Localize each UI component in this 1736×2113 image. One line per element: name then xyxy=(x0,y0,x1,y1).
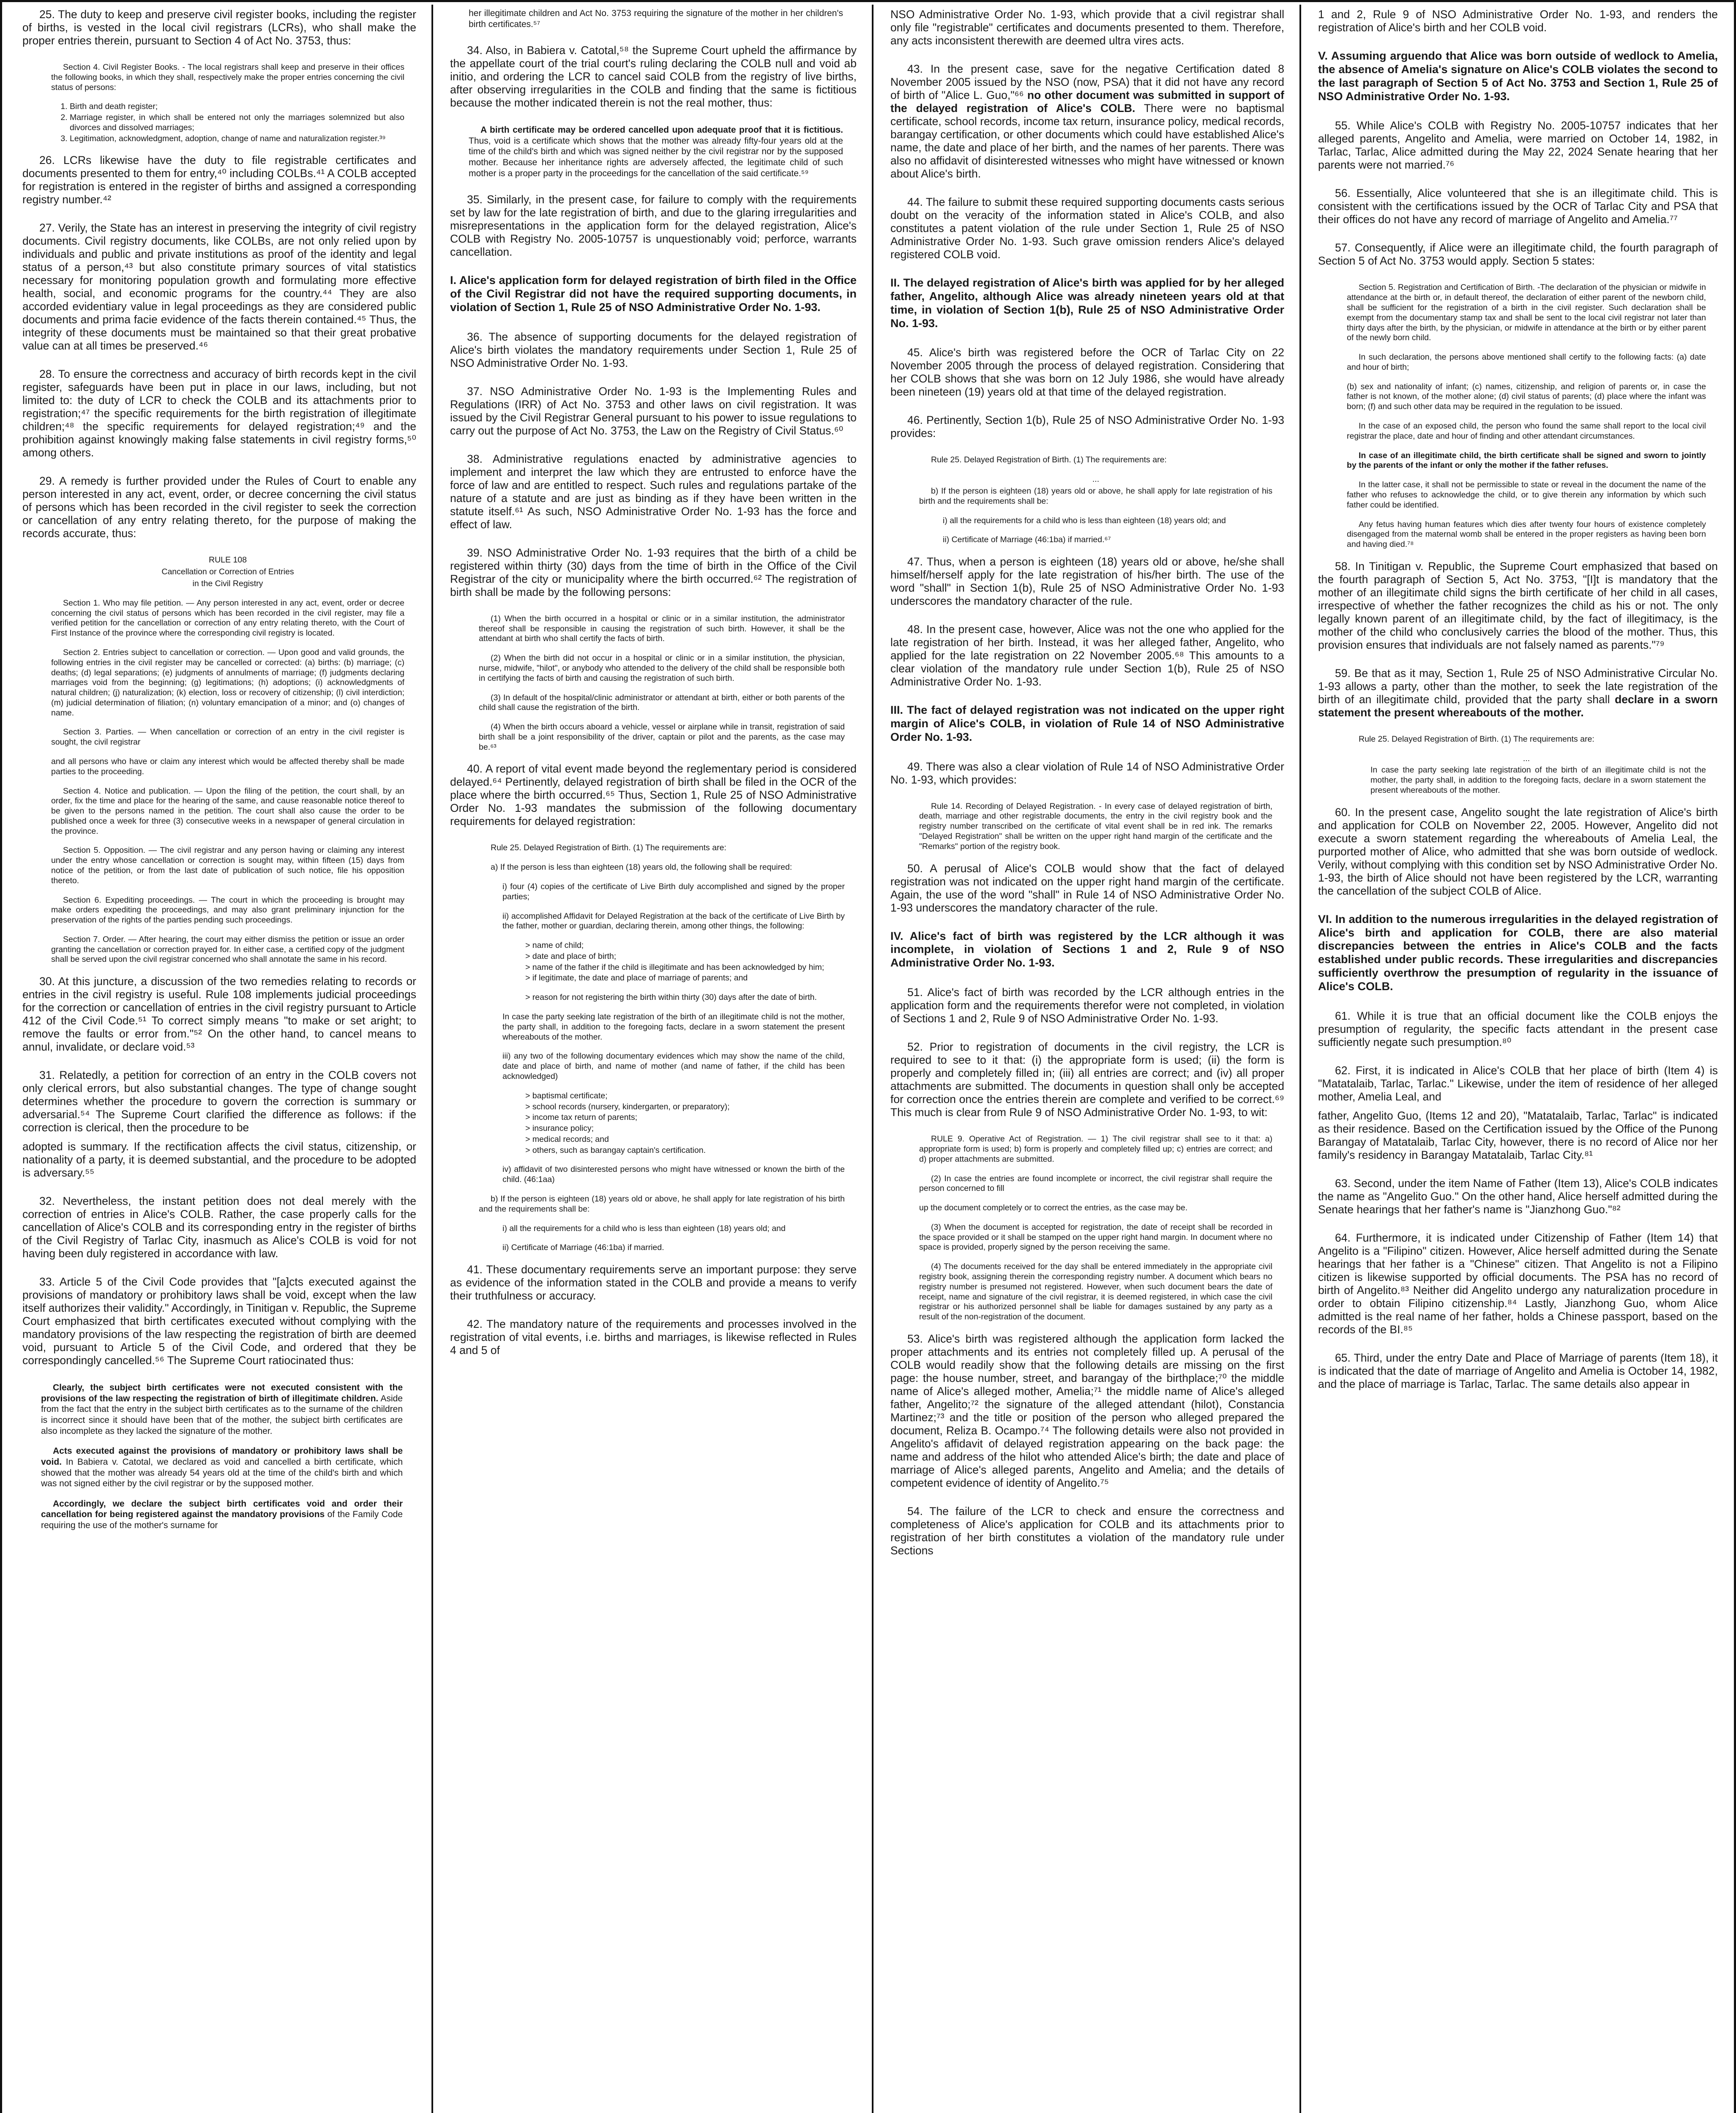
paragraph-65: 65. Third, under the entry Date and Place of Marriage of parents (Item 18), it is indicated that the date of marriage of Angelito and Amelia is October 14, 1982, and the place of marriage is Tarlac, Tarlac. The same details also appear in xyxy=(1318,1351,1718,1390)
bold-text: A birth certificate may be ordered cancelled upon adequate proof that it is fictitious. xyxy=(480,125,843,135)
paragraph-39: 39. NSO Administrative Order No. 1-93 requires that the birth of a child be registered within thirty (30) days from the time of birth in the Office of the Civil Registrar of the city or municipality where the birth occurred.⁶² The registration of birth shall be made by the following persons: xyxy=(450,546,857,598)
quote-text: (2) In case the entries are found incomplete or incorrect, the civil registrar shall require the person concerned to fill xyxy=(919,1174,1272,1193)
list-item: > medical records; and xyxy=(525,1134,609,1144)
paragraph-54-continued: 1 and 2, Rule 9 of NSO Administrative Order No. 1-93, and renders the registration of Alice's birth and her COLB void. xyxy=(1318,8,1718,34)
paragraph-47: 47. Thus, when a person is eighteen (18) years old or above, he/she shall himself/herself apply for the late registration of his/her birth. The use of the word "shall" in Section 1(b), Rule 25 of NSO Administrative Order No. 1-93 underscores the mandatory character of the rule. xyxy=(890,555,1284,608)
list-item: > name of child; xyxy=(525,941,584,950)
quote-text: In the latter case, it shall not be permissible to state or reveal in the document the name of the father who refuses to acknowledge the child, or to give therein any information by which such father could be identified. xyxy=(1347,480,1706,510)
quote-text: i) four (4) copies of the certificate of Live Birth duly accomplished and signed by the proper parties; xyxy=(502,882,845,901)
paragraph-27: 27. Verily, the State has an interest in preserving the integrity of civil registry documents. Civil registry documents, like COLBs, are not only relied upon by individuals and public and private institutions as proof of the identity and legal status of a person,⁴³ but also constitute primary sources of vital statistics necessary for monitoring population growth and formulating more effective health, social, and economic programs for the country.⁴⁴ They are also accorded evidentiary value in legal proceedings as they are considered public documents and prima facie evidence of the facts therein contained.⁴⁵ Thus, the integrity of these documents must be maintained so that their great probative value can at all times be preserved.⁴⁶ xyxy=(22,221,416,352)
paragraph-42: 42. The mandatory nature of the requirements and processes involved in the registration of vital events, i.e. births and marriages, is likewise reflected in Rules 4 and 5 of xyxy=(450,1318,857,1357)
quote-item: (3) In default of the hospital/clinic administrator or attendant at birth, either or both parents of the child shall cause the registration of the birth. xyxy=(479,693,845,713)
column-1 xyxy=(8,8,431,2113)
paragraph-31: 31. Relatedly, a petition for correction of an entry in the COLB covers not only clerical errors, but also substantial changes. The type of change sought determines whether the procedure to govern the correction is summary or adversarial.⁵⁴ The Supreme Court clarified the difference as follows: if the correction is clerical, then the procedure to be xyxy=(22,1069,416,1134)
column-3 xyxy=(876,8,1299,2113)
rule-section: and all persons who have or claim any interest which would be affected thereby shall be made parties to the proceeding. xyxy=(51,756,404,776)
quote-paragraph xyxy=(41,1499,403,1531)
rule-section: Section 7. Order. — After hearing, the court may either dismiss the petition or issue an order granting the cancellation or correction prayed for. In either case, a certified copy of the judgment shall be served upon the civil registrar concerned who shall annotate the same in his record. xyxy=(51,934,404,964)
quote-text: b) If the person is eighteen (18) years old or above, he shall apply for late registration of his birth and the requirements shall be: xyxy=(479,1194,845,1214)
list-item: > insurance policy; xyxy=(525,1124,594,1133)
quote-text: i) all the requirements for a child who is less than eighteen (18) years old; and xyxy=(943,516,1226,525)
rule-section: Section 4. Notice and publication. — Upon the filing of the petition, the court shall, by an order, fix the time and place for the hearing of the same, and cause reasonable notice thereof to be given to the persons named in the petition. The court shall also cause the order to be published once a week for three (3) consecutive weeks in a newspaper of general circulation in the province. xyxy=(51,786,404,836)
paragraph-53: 53. Alice's birth was registered although the application form lacked the proper attachments and its entries not completely filled up. A perusal of the COLB would readily show that the following details are missing on the first page: the house number, street, and barangay of the birthplace;⁷⁰ the middle name of Alice's alleged mother, Amelia;⁷¹ the middle name of Alice's alleged father, Angelito;⁷² the signature of the alleged attendant (hilot), Constancia Martinez;⁷³ and the title or position of the person who alleged prepared the document, Reliza B. Ocampo.⁷⁴ The following details were also not provided in Angelito's affidavit of delayed registration appearing on the back page: the name and address of the hilot who attended Alice's birth; the date and place of marriage of Alice's alleged parents, Angelito and Amelia; and the details of competent evidence of identity of Angelito.⁷⁵ xyxy=(890,1332,1284,1489)
quote-text: In case of an illegitimate child, the birth certificate shall be signed and sworn to jointly by the parents of the infant or only the mother if the father refuses. xyxy=(1347,450,1706,470)
quote-text: i) all the requirements for a child who is less than eighteen (18) years old; and xyxy=(502,1223,786,1233)
paragraph-40: 40. A report of vital event made beyond the reglementary period is considered delayed.⁶⁴ Pertinently, delayed registration of birth shall be filed in the OCR of the place where the birth occurred.⁶⁵ Thus, Section 1, Rule 25 of NSO Administrative Order No. 1-93 mandates the submission of the following documentary requirements for delayed registration: xyxy=(450,762,857,828)
text: 59. Be that as it may, Section 1, Rule 25 of NSO Administrative Circular No. 1-93 allows a party, other than the mother, to seek the late registration of the birth of an illegitimate child, provided that the party shall xyxy=(1318,666,1718,706)
paragraph-44: 44. The failure to submit these required supporting documents casts serious doubt on the veracity of the information stated in Alice's COLB, and also constitutes a patent violation of the rule under Section 1, Rule 25 of NSO Administrative Order No. 1-93. Such grave omission renders Alice's delayed registered COLB void. xyxy=(890,196,1284,261)
quote-text: Any fetus having human features which dies after twenty four hours of existence completely disengaged from the maternal womb shall be entered in the proper registers as having been born and having died.⁷⁸ xyxy=(1347,519,1706,549)
ellipsis: ... xyxy=(1092,475,1100,484)
quote-rule-25-b xyxy=(919,455,1272,545)
heading-I: I. Alice's application form for delayed registration of birth filed in the Office of the Civil Registrar did not have the required supporting documents, in violation of Section 1, Rule 25 of NSO Administrative Order No. 1-93. xyxy=(450,274,857,314)
paragraph-30: 30. At this juncture, a discussion of the two remedies relating to records or entries in the civil registry is useful. Rule 108 implements judicial proceedings for the correction or cancellation of entries in the civil registry pursuant to Article 412 of the Civil Code.⁵¹ To correct simply means "to make or set aright; to remove the faults or error from."⁵² On the other hand, to cancel means to annul, invalidate, or declare void.⁵³ xyxy=(22,975,416,1054)
quote-paragraph xyxy=(41,1446,403,1489)
column-4 xyxy=(1304,8,1732,2113)
paragraph-34: 34. Also, in Babiera v. Catotal,⁵⁸ the Supreme Court upheld the affirmance by the appellate court of the trial court's ruling declaring the COLB null and void ab initio, and ordering the LCR to cancel said COLB from the registry of live births, after observing irregularities in the COLB and finding that the same is fictitious because the mother indicated therein is not the real mother, thus: xyxy=(450,44,857,109)
paragraph-63: 63. Second, under the item Name of Father (Item 13), Alice's COLB indicates the name as "Angelito Guo." On the other hand, Alice herself admitted during the Senate hearings that her father's name is "Jianzhong Guo."⁸² xyxy=(1318,1177,1718,1216)
text: There were no baptismal certificate, school records, income tax return, insurance policy, medical records, barangay certification, or other documents which could have established Alice's name, the date and place of her birth, and the names of her parents. There was also no affidavit of disinterested witnesses who might have witnessed or known about Alice's birth. xyxy=(890,102,1285,180)
quote-text: Rule 25. Delayed Registration of Birth. (1) The requirements are: xyxy=(1359,734,1594,744)
paragraph-51: 51. Alice's fact of birth was recorded by the LCR although entries in the application form and the requirements therefor were not completed, in violation of Sections 1 and 2, Rule 9 of NSO Administrative Order No. 1-93. xyxy=(890,986,1284,1025)
rule-title: RULE 108 xyxy=(209,555,247,565)
column-2 xyxy=(436,8,871,2113)
quote-item: (2) When the birth did not occur in a hospital or clinic or in a similar institution, the physician, nurse, midwife, "hilot", or anybody who attended to the delivery of the child shall be responsible both in certifying the facts of birth and causing the registration of such birth. xyxy=(479,653,845,683)
bold-text: no other document was submitted in support of the delayed registration of Alice's COLB. xyxy=(890,89,1284,115)
column-divider xyxy=(1299,5,1301,2113)
heading-II: II. The delayed registration of Alice's birth was applied for by her alleged father, Angelito, although Alice was already nineteen years old at that time, in violation of Section 1(b), Rule 25 of NSO Administrative Order No. 1-93. xyxy=(890,276,1284,330)
list-item: 2. Marriage register, in which shall be entered not only the marriages solemnized but also divorces and dissolved marriages; xyxy=(70,113,404,133)
paragraph-43 xyxy=(890,63,1284,180)
list-item: > school records (nursery, kindergarten, or preparatory); xyxy=(525,1102,730,1111)
list-item: 3. Legitimation, acknowledgment, adoption, change of name and naturalization register.³⁹ xyxy=(70,134,404,144)
paragraph-35: 35. Similarly, in the present case, for failure to comply with the requirements set by law for the late registration of birth, and due to the glaring irregularities and misrepresentations in the application form for the delayed registration, Alice's COLB with Registry No. 2005-10757 is unquestionably void; perforce, warrants cancellation. xyxy=(450,193,857,259)
paragraph-41: 41. These documentary requirements serve an important purpose: they serve as evidence of the information stated in the COLB and provide a means to verify their truthfulness or accuracy. xyxy=(450,1263,857,1302)
paragraph-38: 38. Administrative regulations enacted by administrative agencies to implement and interpret the law which they are entrusted to enforce have the force of law and are entitled to respect. Such rules and regulations partake of the nature of a statute and are just as binding as if they have been written in the statute itself.⁶¹ As such, NSO Administrative Order No. 1-93 has the force and effect of law. xyxy=(450,452,857,531)
quote-text: iii) any two of the following documentary evidences which may show the name of the child, date and place of birth, and name of mother (and name of father, if the child has been acknowledged) xyxy=(502,1051,845,1081)
rule-section: Section 2. Entries subject to cancellation or correction. — Upon good and valid grounds, the following entries in the civil register may be cancelled or corrected: (a) births: (b) marriage; (c) deaths; (d) legal separations; (e) judgments of annulments of marriage; (f) judgments declaring marriages void from the beginning; (g) legitimations; (h) adoptions; (i) acknowledgments of natural children; (j) naturalization; (k) election, loss or recovery of citizenship; (l) civil interdiction; (m) judicial determination of filiation; (n) voluntary emancipation of a minor; and (o) changes of name. xyxy=(51,647,404,718)
paragraph-62-continued: father, Angelito Guo, (Items 12 and 20), "Matatalaib, Tarlac, Tarlac" is indicated as their residence. Based on the Certification issued by the Office of the Punong Barangay of Matatalaib, Tarlac City, however, there is no record of Alice nor her family's residency in Barangay Matatalaib, Tarlac City.⁸¹ xyxy=(1318,1109,1718,1161)
paragraph-60: 60. In the present case, Angelito sought the late registration of Alice's birth and application for COLB on November 22, 2005. However, Angelito did not execute a sworn statement regarding the whereabouts of Amelia Leal, the purported mother of Alice, who admitted that she was born outside of wedlock. Verily, without complying with this condition set by NSO Administrative Order No. 1-93, the birth of Alice should not have been registered by the LCR, warranting the cancellation of the subject COLB of Alice. xyxy=(1318,805,1718,897)
paragraph-55: 55. While Alice's COLB with Registry No. 2005-10757 indicates that her alleged parents, Angelito and Amelia, were married on October 14, 1982, in Tarlac, Tarlac, Alice admitted during the May 22, 2024 Senate hearing that her parents were not married.⁷⁶ xyxy=(1318,119,1718,172)
rule-section: Section 1. Who may file petition. — Any person interested in any act, event, order or decree concerning the civil status of persons which has been recorded in the civil register, may file a verified petition for the cancellation or correction of any entry relating thereto, with the Court of First Instance of the province where the corresponding civil registry is located. xyxy=(51,598,404,638)
list-item: > reason for not registering the birth within thirty (30) days after the date of birth. xyxy=(525,993,817,1002)
paragraph-46: 46. Pertinently, Section 1(b), Rule 25 of NSO Administrative Order No. 1-93 provides: xyxy=(890,414,1284,440)
paragraph-52: 52. Prior to registration of documents in the civil registry, the LCR is required to see to it that: (i) the appropriate form is used; (ii) the form is properly and completely filled in; (iii) all entries are correct; and (iv) all proper attachments are submitted. The documents in question shall only be accepted for correction once the entries therein are complete and verified to be correct.⁶⁹ This much is clear from Rule 9 of NSO Administrative Order No. 1-93, to wit: xyxy=(890,1040,1284,1119)
quote-text: ii) accomplished Affidavit for Delayed Registration at the back of the certificate of Live Birth by the father, mother or guardian, declaring therein, among other things, the following: xyxy=(502,911,845,931)
heading-IV: IV. Alice's fact of birth was registered by the LCR although it was incomplete, in violation of Sections 1 and 2, Rule 9 of NSO Administrative Order No. 1-93. xyxy=(890,929,1284,969)
quote-text: a) If the person is less than eighteen (18) years old, the following shall be required: xyxy=(491,863,792,872)
quote-text: of the Family Code requiring the use of the mother's surname for xyxy=(41,1510,403,1530)
quote-text: In the case of an exposed child, the person who found the same shall report to the local civil registrar the place, date and hour of finding and other attendant circumstances. xyxy=(1347,421,1706,441)
quote-paragraph xyxy=(469,125,843,179)
paragraph-28: 28. To ensure the correctness and accuracy of birth records kept in the civil register, safeguards have been put in place in our laws, including, but not limited to: the duty of LCR to check the COLB and its attachments prior to registration;⁴⁷ the specific requirements for the birth registration of illegitimate children;⁴⁸ the specific requirements for delayed registration;⁴⁹ and the prohibition against knowingly making false statements in civil registry forms,⁵⁰ among others. xyxy=(22,368,416,459)
rule-section: Section 3. Parties. — When cancellation or correction of an entry in the civil register is sought, the civil registrar xyxy=(51,727,404,747)
quote-paragraph xyxy=(41,1382,403,1436)
paragraph-48: 48. In the present case, however, Alice was not the one who applied for the late registration of her birth. Instead, it was her alleged father, Angelito, who applied for the late registration on 22 November 2005.⁶⁸ This amounts to a clear violation of the mandatory rule under Section 1(b), Rule 25 of NSO Administrative Order No. 1-93. xyxy=(890,623,1284,688)
quote-section-5 xyxy=(1347,283,1706,549)
quote-text: Rule 14. Recording of Delayed Registration. - In every case of delayed registration of birth, death, marriage and other registrable documents, the entry in the civil registry book and the registry number transcribed on the certificate of vital event shall be in red ink. The remarks "Delayed Registration" shall be written on the upper right hand margin of the certificate and the "Remarks" portion of the registry book. xyxy=(919,801,1272,851)
bold-text: Accordingly, we declare the subject birth certificates void and order their cancellation for being registered against the mandatory provisions xyxy=(41,1499,403,1520)
quote-tinitigan xyxy=(41,1382,403,1531)
quote-text: (b) sex and nationality of infant; (c) names, citizenship, and religion of parents or, in case the father is not known, of the mother alone; (d) civil status of parents; (d) place where the infant was born; (f) and such other data may be required in the regulation to be issued. xyxy=(1347,382,1706,412)
paragraph-29: 29. A remedy is further provided under the Rules of Court to enable any person interested in any act, event, order, or decree concerning the civil status of persons which has been recorded in the civil register to seek the correction or cancellation of any entry relating thereto, for the purpose of making the records accurate, thus: xyxy=(22,475,416,540)
quote-rule-25 xyxy=(479,843,845,1253)
rule-section: Section 5. Opposition. — The civil registrar and any person having or claiming any interest under the entry whose cancellation or correction is sought may, within fifteen (15) days from notice of the petition, or from the last date of publication of such notice, file his opposition thereto. xyxy=(51,846,404,885)
quote-text: ii) Certificate of Marriage (46:1ba) if married. xyxy=(502,1243,664,1253)
bold-text: declare in a sworn statement the present whereabouts of the mother. xyxy=(1318,693,1718,719)
text: 43. In the present case, save for the negative Certification dated 8 November 2005 issued by the NSO (now, PSA) that it did not have any record of birth of "Alice L. Guo,"⁶⁶ xyxy=(890,63,1284,101)
bold-text: Acts executed against the provisions of mandatory or prohibitory laws shall be void. xyxy=(41,1446,403,1467)
quote-text: iv) affidavit of two disinterested persons who might have witnessed or known the birth of the child. (46:1aa) xyxy=(502,1165,845,1185)
list-item: > if legitimate, the date and place of marriage of parents; and xyxy=(525,973,748,983)
paragraph-59 xyxy=(1318,667,1718,719)
quote-text: Aside from the fact that the entry in the subject birth certificates as to the surname of the children is incorrect since it should have been that of the mother, the subject birth certificates are also incomplete as they lacked the signature of the mother. xyxy=(41,1393,403,1436)
paragraph-64: 64. Furthermore, it is indicated under Citizenship of Father (Item 14) that Angelito is a "Filipino" citizen. However, Alice herself admitted during the Senate hearings that her father is a "Chinese" citizen. That Angelito is not a Filipino citizen is likewise supported by official documents. The PSA has no record of birth of Angelito.⁸³ Neither did Angelito undergo any naturalization procedure in order to obtain Filipino citizenship.⁸⁴ Lastly, Jianzhong Guo, whom Alice admitted is the real name of her father, holds a Chinese passport, based on the records of the BI.⁸⁵ xyxy=(1318,1231,1718,1336)
column-divider xyxy=(431,5,433,2113)
paragraph-62: 62. First, it is indicated in Alice's COLB that her place of birth (Item 4) is "Matatalaib, Tarlac, Tarlac." Likewise, under the item of residence of her alleged mother, Amelia Leal, and xyxy=(1318,1064,1718,1103)
paragraph-56: 56. Essentially, Alice volunteered that she is an illegitimate child. This is consistent with the certifications issued by the OCR of Tarlac City and PSA that their offices do not have any record of marriage of Angelito and Amelia.⁷⁷ xyxy=(1318,187,1718,226)
quote-text: (3) When the document is accepted for registration, the date of receipt shall be recorded in the space provided or it shall be stamped on the upper right hand margin. In document where no space is provided, properly signed by the person receiving the same. xyxy=(919,1222,1272,1252)
paragraph-25: 25. The duty to keep and preserve civil register books, including the register of births, is vested in the local civil registrars (LCRs), who shall make the proper entries therein, pursuant to Section 4 of Act No. 3753, thus: xyxy=(22,8,416,47)
quote-continued xyxy=(469,8,843,30)
paragraph-26: 26. LCRs likewise have the duty to file registrable certificates and documents presented to them for entry,⁴⁰ including COLBs.⁴¹ A COLB accepted for registration is entered in the register of births and assigned a corresponding registry number.⁴² xyxy=(22,154,416,206)
list-item: 1. Birth and death register; xyxy=(70,102,404,112)
quote-rule-14 xyxy=(919,802,1272,852)
quote-babiera xyxy=(469,125,843,179)
quote-list xyxy=(51,102,404,144)
quote-text: (4) The documents received for the day shall be entered immediately in the appropriate civil registry book, assigning therein the corresponding registry number. A document which bears no registry number is presumed not registered. However, when such document bears the date of receipt, name and signature of the civil registrar, it is deemed registered, in which case the civil registrar or his authorized personnel shall be liable for damages sustained by any party as a result of the non-registration of the document. xyxy=(919,1262,1272,1322)
quote-rule-108 xyxy=(51,555,404,965)
list-item: > date and place of birth; xyxy=(525,951,617,961)
paragraph-37: 37. NSO Administrative Order No. 1-93 is the Implementing Rules and Regulations (IRR) of Act No. 3753 and other laws on civil registration. It was issued by the Civil Registrar General pursuant to his power to issue regulations to carry out the purpose of Act No. 3753, the Law on the Registry of Civil Status.⁶⁰ xyxy=(450,385,857,437)
paragraph-57: 57. Consequently, if Alice were an illegitimate child, the fourth paragraph of Section 5 of Act No. 3753 would apply. Section 5 states: xyxy=(1318,241,1718,268)
quote-text: Section 5. Registration and Certification of Birth. -The declaration of the physician or midwife in attendance at the birth or, in default thereof, the declaration of either parent of the newborn child, shall be sufficient for the registration of a birth in the civil register. Such declaration shall be exempt from the documentary stamp tax and shall be sent to the local civil registrar not later than thirty days after the birth, by the physician, or midwife in attendance at the birth or by either parent of the newly born child. xyxy=(1347,283,1706,343)
bold-text: Clearly, the subject birth certificates were not executed consistent with the provisions of the law respecting the registration of birth of illegitimate children. xyxy=(41,1383,403,1403)
list-item: > name of the father if the child is illegitimate and has been acknowledged by him; xyxy=(525,962,824,972)
paragraph-61: 61. While it is true that an official document like the COLB enjoys the presumption of regularity, the specific facts attendant in the present case sufficiently negate such presumption.⁸⁰ xyxy=(1318,1009,1718,1048)
rule-section: Section 6. Expediting proceedings. — The court in which the proceeding is brought may make orders expediting the proceedings, and may also grant preliminary injunction for the preservation of the rights of the parties pending such proceedings. xyxy=(51,895,404,925)
list-item: > baptismal certificate; xyxy=(525,1091,608,1100)
quote-text: her illegitimate children and Act No. 3753 requiring the signature of the mother in her children's birth certificates.⁵⁷ xyxy=(469,8,843,29)
quote-text: In case the party seeking late registration of the birth of an illegitimate child is not the mother, the party shall, in addition to the foregoing facts, declare in a sworn statement the present whereabouts of the mother. xyxy=(1370,765,1706,795)
heading-III: III. The fact of delayed registration was not indicated on the upper right margin of Alice's COLB, in violation of Rule 14 of NSO Administrative Order No. 1-93. xyxy=(890,704,1284,743)
quote-text: Rule 25. Delayed Registration of Birth. (1) The requirements are: xyxy=(931,455,1167,465)
quote-text: Thus, void is a certificate which shows that the mother was already fifty-four years old at the time of the child's birth and which was signed neither by the civil registrar nor by the supposed mother. Because her inheritance rights are adversely affected, the legitimate child of such mother is a proper party in the proceedings for the cancellation of the said certificate.⁵⁹ xyxy=(469,136,843,178)
rule-subtitle: Cancellation or Correction of Entries xyxy=(161,567,294,577)
quote-text: RULE 9. Operative Act of Registration. — 1) The civil registrar shall see to it that: a) appropriate form is used; b) form is properly and completely filled up; c) entries are correct; and d) proper attachments are submitted. xyxy=(919,1134,1272,1164)
heading-VI: VI. In addition to the numerous irregularities in the delayed registration of Alice's birth and application for COLB, there are also material discrepancies between the entries in Alice's COLB and the facts established under public records. These irregularities and discrepancies sufficiently overthrow the presumption of regularity in the issuance of Alice's COLB. xyxy=(1318,912,1718,993)
paragraph-54: 54. The failure of the LCR to check and ensure the correctness and completeness of Alice's application for COLB and its attachments prior to registration of her birth constitutes a violation of the mandatory rule under Sections xyxy=(890,1504,1284,1557)
rule-subtitle: in the Civil Registry xyxy=(192,579,263,589)
paragraph-42-continued: NSO Administrative Order No. 1-93, which provide that a civil registrar shall only file "registrable" certificates and documents presented to them. Therefore, any acts inconsistent therewith are deemed ultra vires acts. xyxy=(890,8,1284,47)
list-item: > others, such as barangay captain's certification. xyxy=(525,1145,706,1155)
heading-V: V. Assuming arguendo that Alice was born outside of wedlock to Amelia, the absence of Amelia's signature on Alice's COLB violates the second to the last paragraph of Section 5 of Act No. 3753 and Section 1, Rule 25 of NSO Administrative Order No. 1-93. xyxy=(1318,49,1718,103)
quote-text: In case the party seeking late registration of the birth of an illegitimate child is not the mother, the party shall, in addition to the foregoing facts, declare in a sworn statement the present whereabouts of the mother. xyxy=(502,1012,845,1042)
paragraph-50: 50. A perusal of Alice's COLB would show that the fact of delayed registration was not indicated on the upper right hand margin of the certificate. Again, the use of the word "shall" in Rule 14 of NSO Administrative Order No. 1-93 underscores the mandatory character of the rule. xyxy=(890,862,1284,914)
paragraph-33: 33. Article 5 of the Civil Code provides that "[a]cts executed against the provisions of mandatory or prohibitory laws shall be void, except when the law itself authorizes their validity." Accordingly, in Tinitigan v. Republic, the Supreme Court emphasized that birth certificates executed without complying with the mandatory provisions of the law respecting the registration of birth are deemed void, pursuant to Article 5 of the Civil Code, and ordered that they be correspondingly cancelled.⁵⁶ The Supreme Court ratiocinated thus: xyxy=(22,1275,416,1367)
quote-text: ii) Certificate of Marriage (46:1ba) if married.⁶⁷ xyxy=(943,535,1111,545)
ellipsis: ... xyxy=(1523,753,1530,763)
quote-text: In such declaration, the persons above mentioned shall certify to the following facts: (a) date and hour of birth; xyxy=(1347,352,1706,372)
quote-text: up the document completely or to correct the entries, as the case may be. xyxy=(919,1203,1188,1213)
quote-text: Section 4. Civil Register Books. - The local registrars shall keep and preserve in their offices the following books, in which they shall, respectively make the proper entries concerning the civil status of persons: xyxy=(51,63,404,92)
quote-item: (1) When the birth occurred in a hospital or clinic or in a similar institution, the administrator thereof shall be responsible in causing the registration of such birth. However, it shall be the attendant at birth who shall certify the facts of birth. xyxy=(479,614,845,644)
quote-registration-persons xyxy=(479,614,845,753)
quote-text: In Babiera v. Catotal, we declared as void and cancelled a birth certificate, which showed that the mother was already 54 years old at the time of the child's birth and which was not signed either by the civil registrar or by the supposed mother. xyxy=(41,1457,403,1489)
quote-text: b) If the person is eighteen (18) years old or above, he shall apply for late registration of his birth and the requirements shall be: xyxy=(919,486,1272,506)
quote-rule-9 xyxy=(919,1134,1272,1322)
paragraph-58: 58. In Tinitigan v. Republic, the Supreme Court emphasized that based on the fourth paragraph of Section 5, Act No. 3753, "[I]t is mandatory that the mother of an illegitimate child signs the birth certificate of her child in all cases, irrespective of whether the father recognizes the child as his or not. The only legally known parent of an illegitimate child, by the fact of illegitimacy, is the mother of the child who conclusively carries the blood of the mother. Thus, this provision ensures that individuals are not falsely named as parents."⁷⁹ xyxy=(1318,560,1718,651)
paragraph-45: 45. Alice's birth was registered before the OCR of Tarlac City on 22 November 2005 through the process of delayed registration. Considering that her COLB shows that she was born on 12 July 1986, she would have already been nineteen (19) years old at that time of the delayed registration. xyxy=(890,346,1284,399)
column-divider xyxy=(872,5,873,2113)
quote-text: Rule 25. Delayed Registration of Birth. (1) The requirements are: xyxy=(491,843,726,853)
paragraph-31-continued: adopted is summary. If the rectification affects the civil status, citizenship, or nationality of a party, it is deemed substantial, and the procedure to be adopted is adversary.⁵⁵ xyxy=(22,1140,416,1179)
paragraph-49: 49. There was also a clear violation of Rule 14 of NSO Administrative Order No. 1-93, which provides: xyxy=(890,760,1284,786)
quote-section-4 xyxy=(51,63,404,144)
paragraph-32: 32. Nevertheless, the instant petition does not deal merely with the correction of entries in Alice's COLB. Rather, the case properly calls for the cancellation of Alice's COLB and its corresponding entry in the register of births of the Civil Registry of Tarlac City, inasmuch as Alice's COLB is void for not having been duly registered in accordance with law. xyxy=(22,1195,416,1260)
quote-rule-25-c xyxy=(1347,734,1706,796)
list-item: > income tax return of parents; xyxy=(525,1113,638,1122)
quote-item: (4) When the birth occurs aboard a vehicle, vessel or airplane while in transit, registration of said birth shall be a joint responsibility of the driver, captain or pilot and the parents, as the case may be.⁶³ xyxy=(479,722,845,752)
paragraph-36: 36. The absence of supporting documents for the delayed registration of Alice's birth violates the mandatory requirements under Section 1, Rule 25 of NSO Administrative Order No. 1-93. xyxy=(450,330,857,369)
